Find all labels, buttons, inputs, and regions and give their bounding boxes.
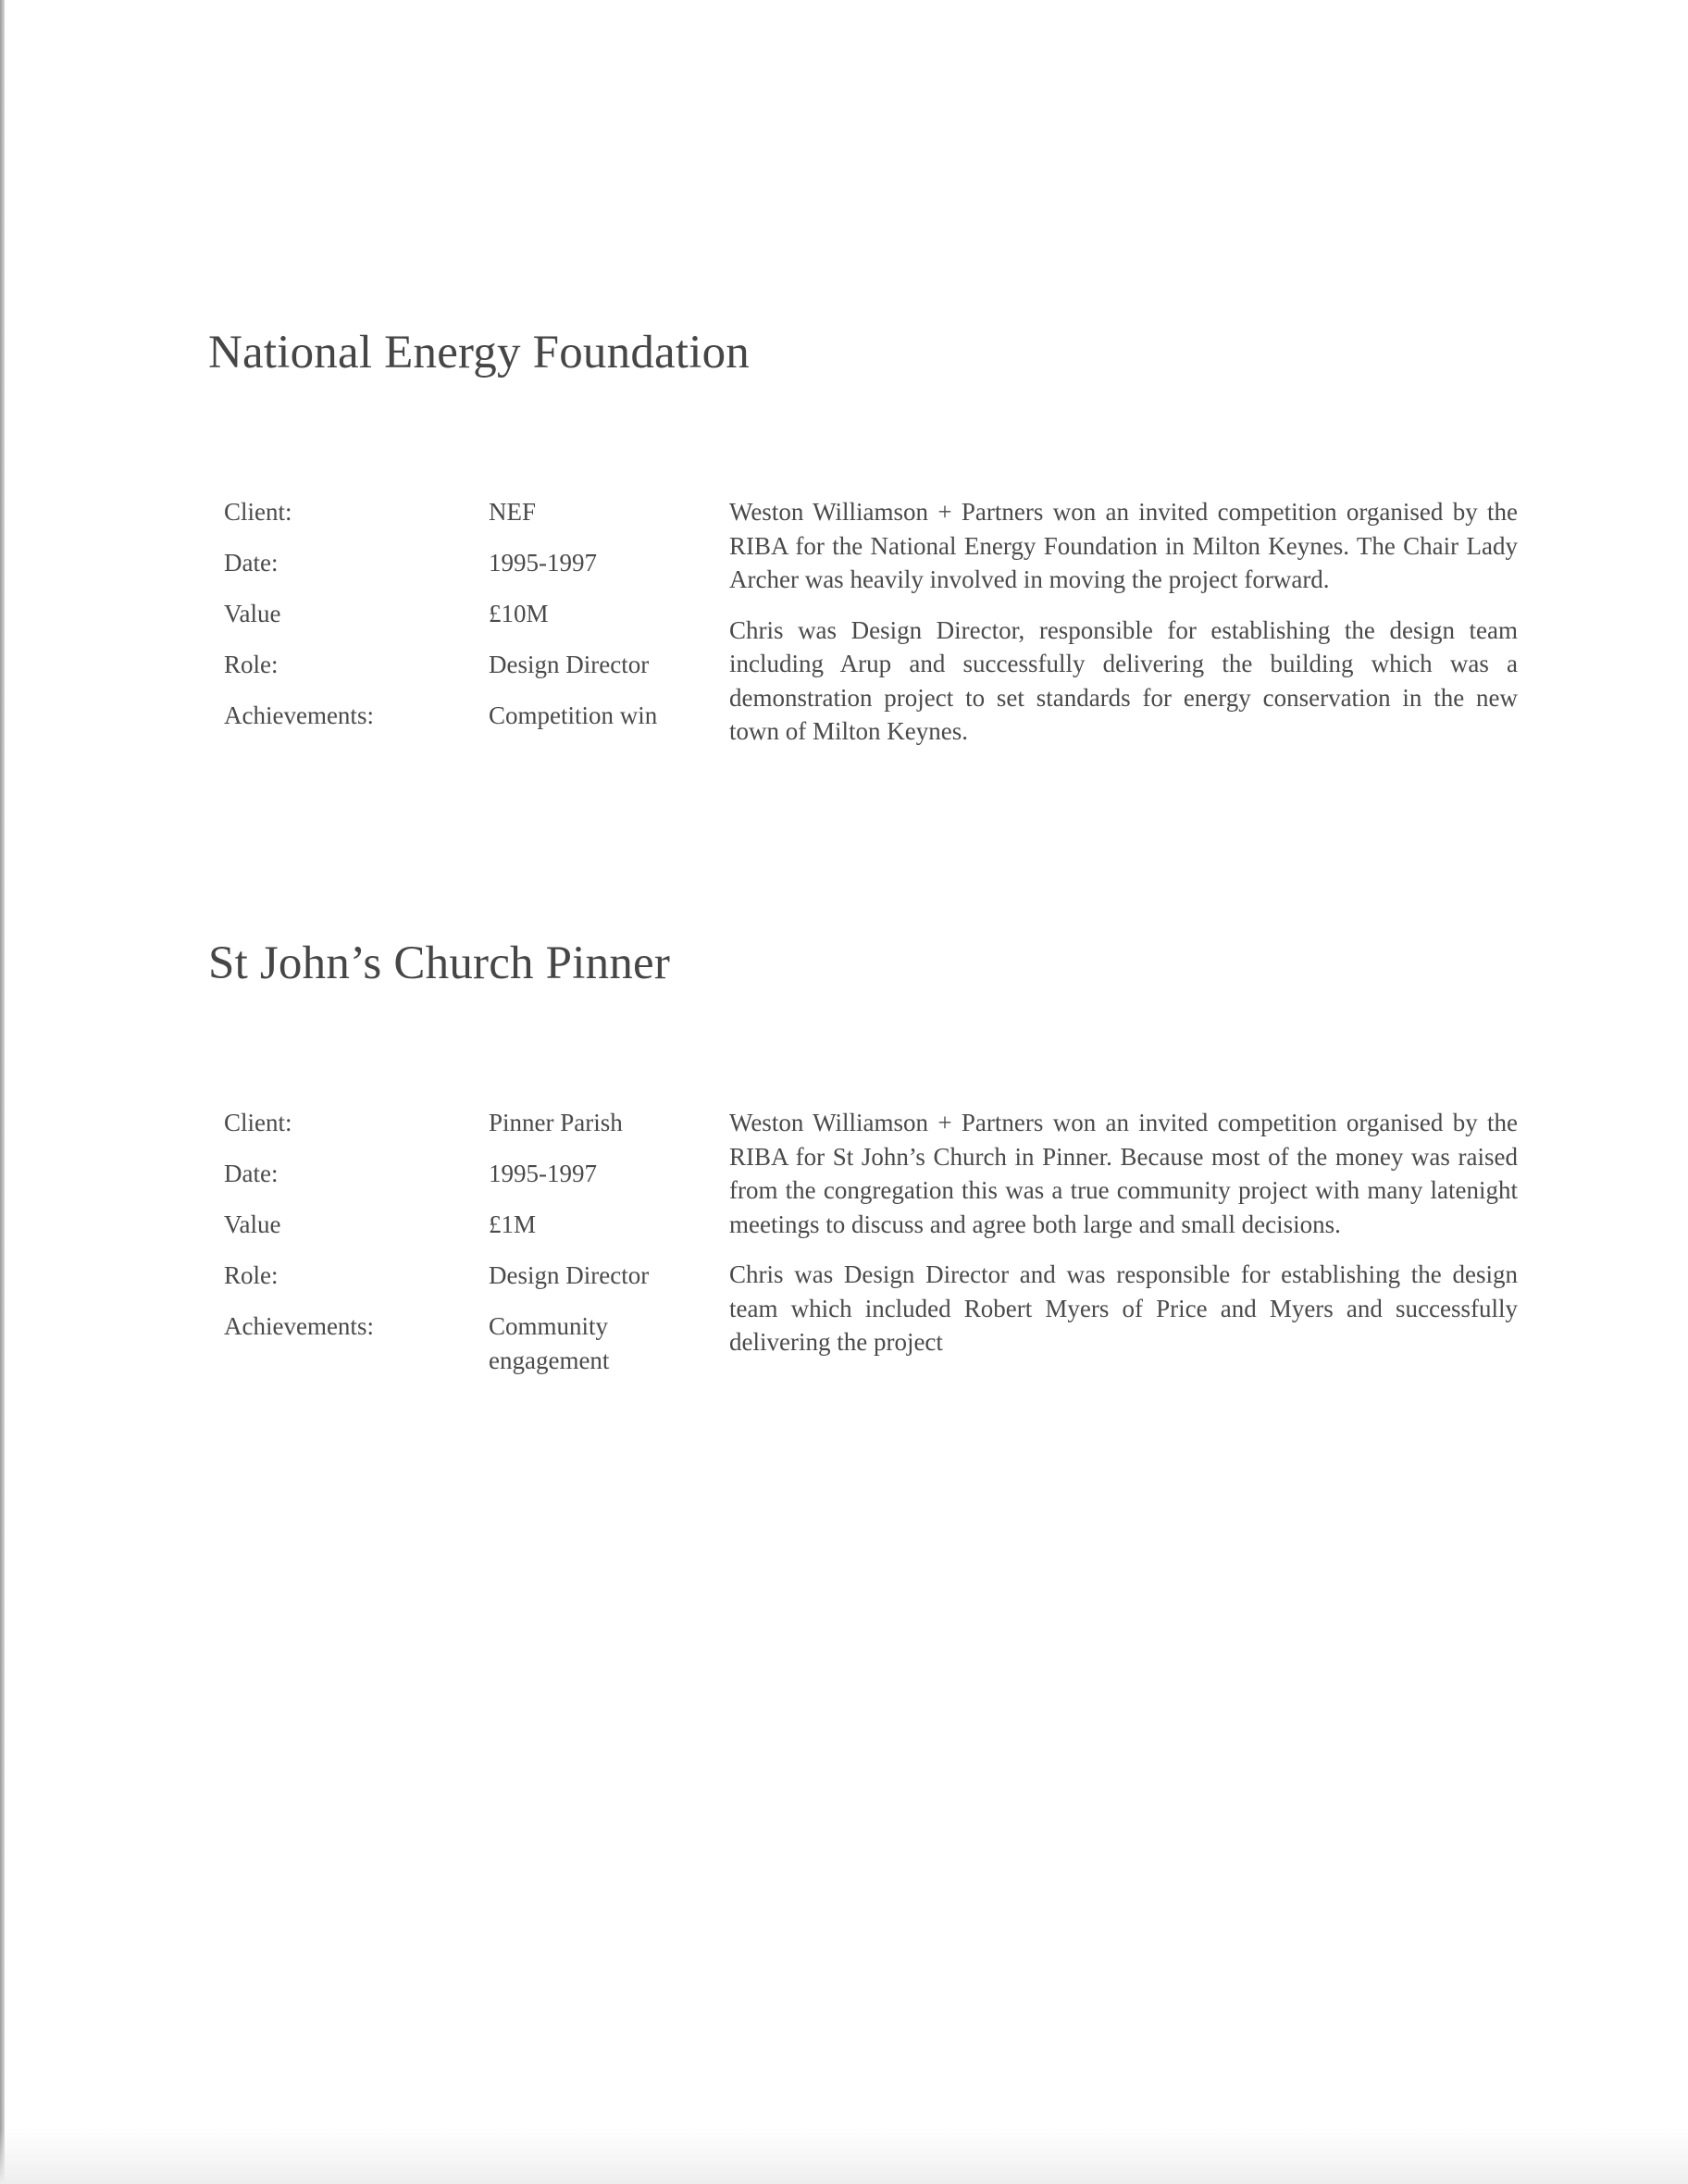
project-body: [208, 495, 1518, 773]
detail-label: Client:: [224, 1109, 292, 1136]
project-st-johns-church-pinner: [208, 935, 1518, 1384]
project-title: National Energy Foundation: [208, 327, 751, 378]
detail-label: Date:: [224, 1160, 279, 1187]
project-body: [208, 1106, 1518, 1384]
page-left-edge: [0, 0, 5, 2184]
description-paragraph: Weston Williamson + Partners won an invited competition organised by the RIBA for the National Energy Foundation in Milton Keynes. The Chair Lady Archer was heavily involved in moving the project forward.: [729, 498, 1518, 593]
detail-value: Community engagement: [489, 1312, 610, 1374]
detail-value: Design Director: [489, 651, 650, 678]
description-paragraph: Chris was Design Director, responsible for establishing the design team including Arup and successfully delivering the building which was a demonstration project to set standards for energy conservation in the new town of Milton Keynes.: [729, 615, 1518, 745]
detail-value: Competition win: [489, 701, 658, 729]
project-details: [224, 1106, 705, 1395]
project-description: [729, 1106, 1518, 1376]
detail-row-value: [224, 597, 705, 631]
project-description: [729, 495, 1518, 765]
detail-row-date: [224, 1157, 705, 1191]
detail-label: Date:: [224, 549, 279, 577]
detail-value: Design Director: [489, 1261, 650, 1289]
detail-row-client: [224, 1106, 705, 1140]
detail-row-client: [224, 495, 705, 529]
detail-label: Value: [224, 1210, 281, 1238]
detail-row-value: [224, 1208, 705, 1242]
detail-value: NEF: [489, 498, 537, 526]
detail-label: Achievements:: [224, 1312, 374, 1340]
detail-value: Pinner Parish: [489, 1109, 623, 1136]
detail-row-achievements: [224, 699, 705, 733]
description-paragraph: Weston Williamson + Partners won an invited competition organised by the RIBA for St John’s Church in Pinner. Because most of the money was raised from the congregation this was a true community project with many latenight meetings to discuss and agree both large and small decisions.: [729, 1109, 1518, 1238]
detail-row-achievements: [224, 1309, 705, 1378]
detail-value: £10M: [489, 600, 549, 627]
detail-label: Client:: [224, 498, 292, 526]
detail-value: 1995-1997: [489, 1160, 597, 1187]
page-bottom-shadow: [0, 2128, 1688, 2184]
project-title: St John’s Church Pinner: [208, 937, 671, 989]
detail-label: Role:: [224, 651, 279, 678]
detail-label: Achievements:: [224, 701, 374, 729]
detail-label: Role:: [224, 1261, 279, 1289]
detail-row-role: [224, 1259, 705, 1293]
detail-value: 1995-1997: [489, 549, 597, 577]
project-national-energy-foundation: [208, 324, 1518, 773]
detail-label: Value: [224, 600, 281, 627]
detail-row-date: [224, 546, 705, 580]
detail-row-role: [224, 648, 705, 682]
detail-value: £1M: [489, 1210, 537, 1238]
description-paragraph: Chris was Design Director and was responsible for establishing the design team which included Robert Myers of Price and Myers and successfully delivering the project: [729, 1260, 1518, 1356]
project-details: [224, 495, 705, 750]
